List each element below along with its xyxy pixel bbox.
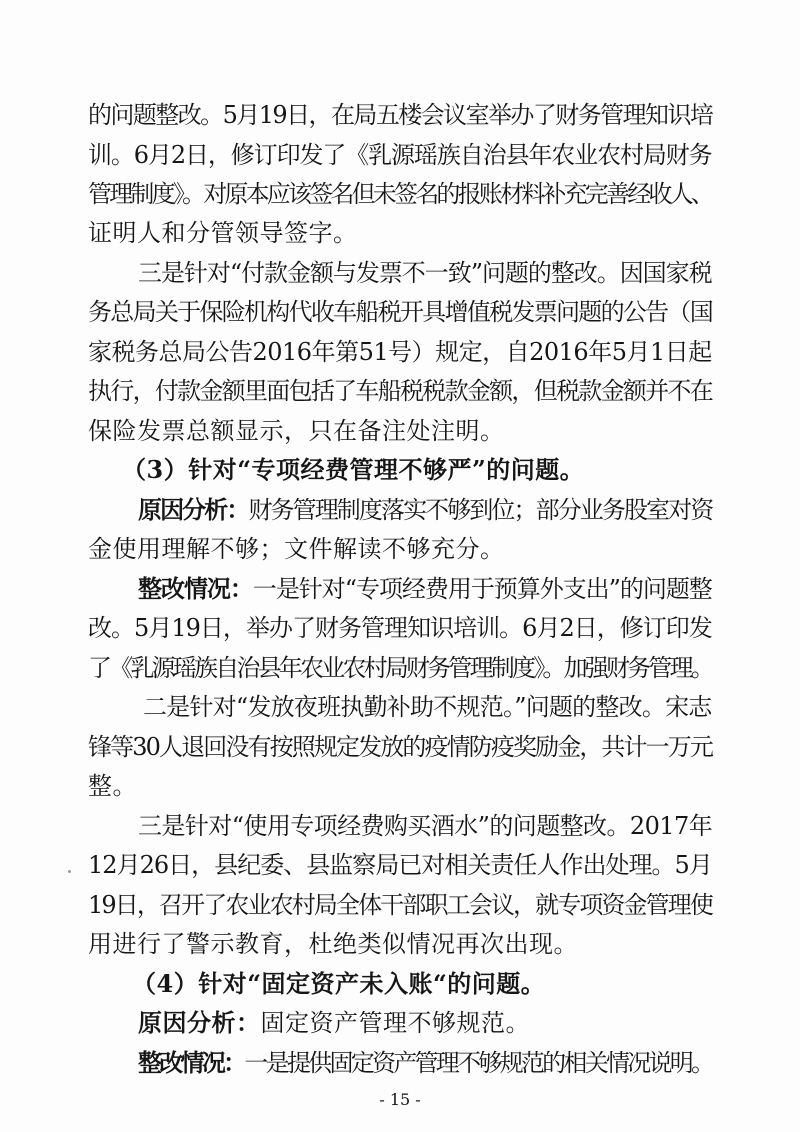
text-line — [138, 572, 712, 606]
text-line: 管理制度》。对原本应该签名但未签名的报账材料补充完善经收人、 — [88, 180, 712, 208]
text-line: 19日，召开了农业农村局全体干部职工会议，就专项资金管理使 — [88, 891, 713, 919]
section-heading: （4）针对“固定资产未入账“的问题。 — [132, 969, 546, 998]
text-line: 的问题整改。5月19日，在局五楼会议室举办了财务管理知识培 — [88, 101, 713, 129]
text-line — [138, 493, 712, 527]
line-body: 财务管理制度落实不够到位；部分业务股室对资 — [248, 496, 713, 524]
text-line: 家税务总局公告2016年第51号）规定，自2016年5月1日起 — [88, 338, 712, 366]
text-line: 训。6月2日，修订印发了《乳源瑶族自治县年农业农村局财务 — [88, 141, 712, 169]
bold-lead: 整改情况： — [138, 1048, 245, 1077]
section-heading: （3）针对“专项经费管理不够严”的问题。 — [122, 455, 585, 484]
text-line: 金使用理解不够；文件解读不够充分。 — [88, 535, 505, 563]
bold-lead: 原因分析： — [138, 1008, 261, 1037]
text-line: 证明人和分管领导签字。 — [88, 219, 358, 247]
text-line: 12月26日，县纪委、县监察局已对相关责任人作出处理。5月 — [88, 851, 712, 879]
text-line: 用进行了警示教育，杜绝类似情况再次出现。 — [88, 930, 578, 958]
text-line: 锋等30人退回没有按照规定发放的疫情防疫奖励金，共计一万元 — [88, 733, 713, 761]
text-line: 执行，付款金额里面包括了车船税税款金额，但税款金额并不在 — [88, 377, 712, 405]
text-line: 二是针对“发放夜班执勤补助不规范。”问题的整改。宋志 — [143, 693, 712, 721]
text-line: 三是针对“使用专项经费购买酒水”的问题整改。2017年 — [138, 812, 713, 840]
text-line: 改。5月19日，举办了财务管理知识培训。6月2日，修订印发 — [88, 614, 712, 642]
line-body: 一是提供固定资产管理不够规范的相关情况说明。 — [244, 1049, 713, 1077]
bold-lead: 原因分析： — [138, 495, 249, 524]
text-line: 务总局关于保险机构代收车船税开具增值税发票问题的公告（国 — [88, 298, 712, 326]
bold-lead: 整改情况： — [138, 574, 253, 603]
page-number: - 15 - — [379, 1090, 421, 1109]
text-line — [138, 1046, 712, 1080]
text-line: 三是针对“付款金额与发票不一致”问题的整改。因国家税 — [138, 259, 712, 287]
scan-speck — [68, 870, 71, 873]
line-body: 固定资产管理不够规范。 — [260, 1009, 530, 1037]
text-line — [138, 1006, 530, 1040]
text-line: 整。 — [88, 772, 137, 800]
line-body: 一是针对“专项经费用于预算外支出”的问题整 — [252, 575, 712, 603]
text-line: 保险发票总额显示，只在备注处注明。 — [88, 417, 505, 445]
text-line: 了《乳源瑶族自治县年农业农村局财务管理制度》。加强财务管理。 — [88, 654, 712, 682]
